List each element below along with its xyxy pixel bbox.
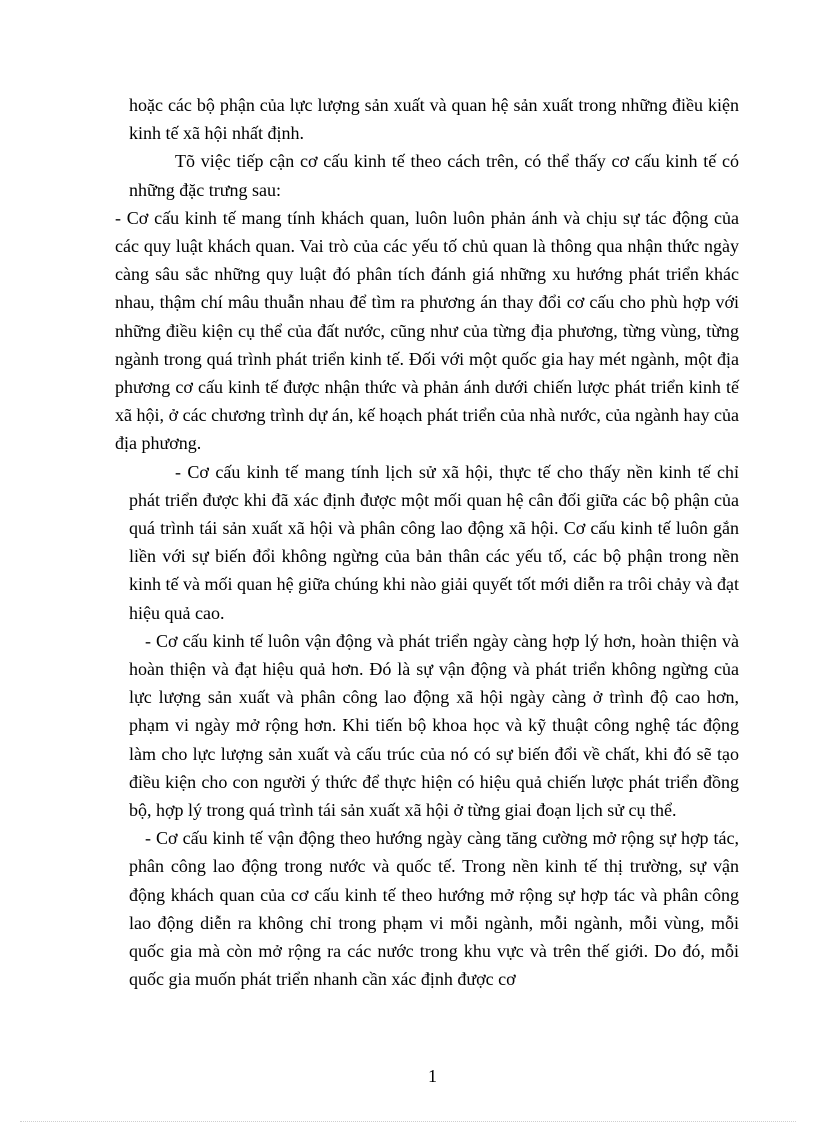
page-bottom-divider — [20, 1121, 796, 1122]
paragraph-cooperation: - Cơ cấu kinh tế vận động theo hướng ngày càng tăng cường mở rộng sự hợp tác, phân công lao động trong nước và quốc tế. Trong nền kinh tế thị trường, sự vận động khách quan của cơ cấu kinh tế theo hướng mở rộng sự hợp tác và phân công lao động diễn ra không chỉ trong phạm vi mỗi ngành, mỗi ngành, mỗi vùng, mỗi quốc gia mà còn mở rộng ra các nước trong khu vực và trên thế giới. Do đó, mỗi quốc gia muốn phát triển nhanh cần xác định được cơ — [129, 828, 739, 990]
paragraph-intro: Tõ việc tiếp cận cơ cấu kinh tế theo cách trên, có thể thấy cơ cấu kinh tế có những đặc trưng sau: — [129, 151, 739, 200]
paragraph-development: - Cơ cấu kinh tế luôn vận động và phát triển ngày càng hợp lý hơn, hoàn thiện và hoàn thiện và đạt hiệu quả hơn. Đó là sự vận động và phát triển không ngừng của lực lượng sản xuất và phân công lao động xã hội ngày càng ở trình độ cao hơn, phạm vi ngày mở rộng hơn. Khi tiến bộ khoa học và kỹ thuật công nghệ tác động làm cho lực lượng sản xuất và cấu trúc của nó có sự biến đổi về chất, khi đó sẽ tạo điều kiện cho con người ý thức để thực hiện có hiệu quả chiến lược phát triển đồng bộ, hợp lý trong quá trình tái sản xuất xã hội ở từng giai đoạn lịch sử cụ thể. — [129, 630, 739, 821]
page-number: 1 — [428, 1066, 437, 1086]
paragraph-objective: - Cơ cấu kinh tế mang tính khách quan, luôn luôn phản ánh và chịu sự tác động của các quy luật khách quan. Vai trò của các yếu tố chủ quan là thông qua nhận thức ngày càng sâu sắc những quy luật đó phân tích đánh giá những xu hướng phát triển khác nhau, thậm chí mâu thuẫn nhau để tìm ra phương án thay đổi cơ cấu cho phù hợp với những điều kiện cụ thể của đất nước, cũng như của từng địa phương, từng vùng, từng ngành trong quá trình phát triển kinh tế. Đối với một quốc gia hay mét ngành, một địa phương cơ cấu kinh tế được nhận thức và phản ánh dưới chiến lược phát triển kinh tế xã hội, ở các chương trình dự án, kế hoạch phát triển của nhà nước, của ngành hay của địa phương. — [115, 207, 739, 454]
body-text — [115, 91, 739, 994]
paragraph-historical: - Cơ cấu kinh tế mang tính lịch sử xã hội, thực tế cho thấy nền kinh tế chỉ phát triển được khi đã xác định được một mối quan hệ cân đối giữa các bộ phận của quá trình tái sản xuất xã hội và phân công lao động xã hội. Cơ cấu kinh tế luôn gắn liền với sự biến đổi không ngừng của bản thân các yếu tố, các bộ phận trong nền kinh tế và mối quan hệ giữa chúng khi nào giải quyết tốt mới diễn ra trôi chảy và đạt hiệu quả cao. — [129, 461, 739, 623]
paragraph-continuation: hoặc các bộ phận của lực lượng sản xuất và quan hệ sản xuất trong những điều kiện kinh tế xã hội nhất định. — [129, 95, 739, 144]
